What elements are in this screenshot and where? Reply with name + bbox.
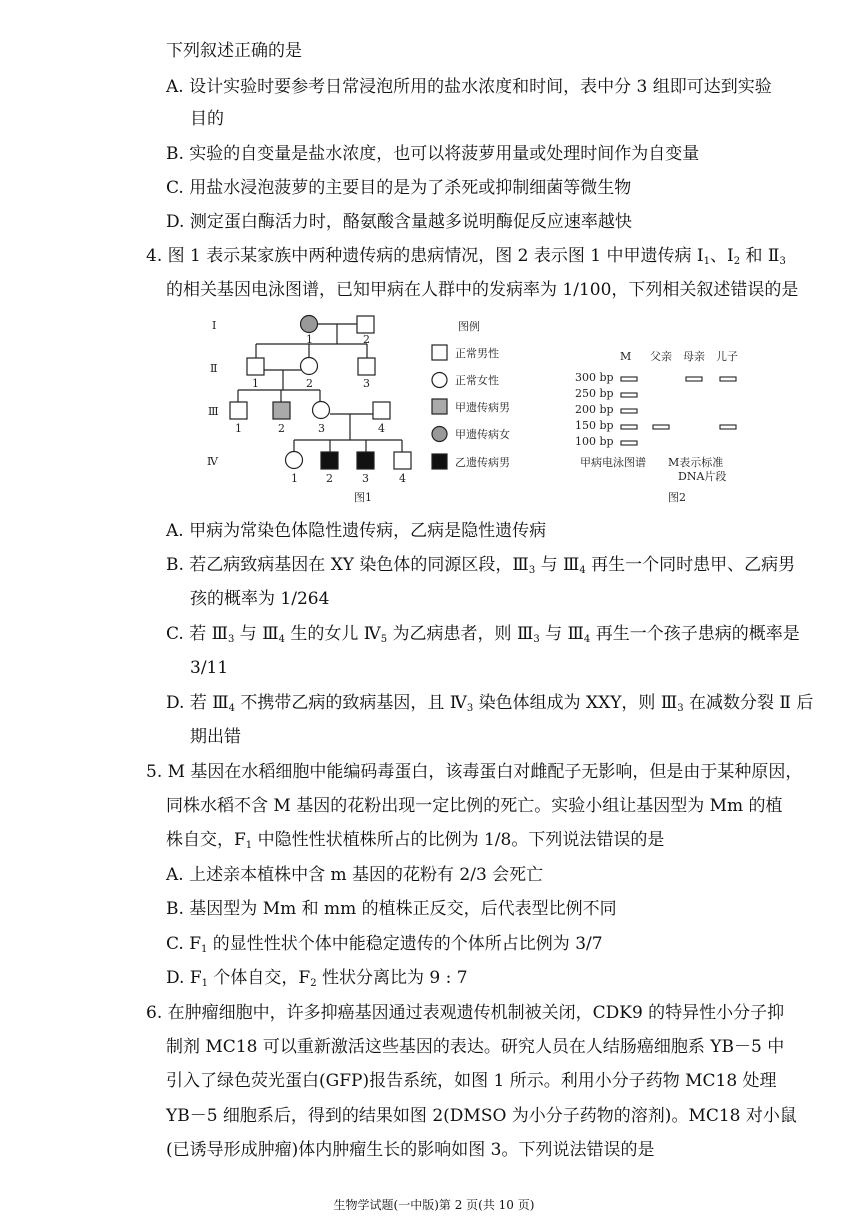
gel-band-100: 100 bp	[575, 435, 614, 448]
q4-option-d-line2: 期出错	[190, 727, 241, 747]
pedigree-I2-normal-male	[357, 316, 374, 333]
q4-option-d-line1: D. 若 $Ⅲ_4$ 不携带乙病的致病基因，且 $Ⅳ_3$ 染色体组成为 XXY，则 $Ⅲ_3$ 在减数分裂 Ⅱ 后	[166, 693, 814, 714]
pedigree-II3-normal-male	[358, 358, 375, 375]
band-M-250	[621, 393, 637, 397]
q3-option-c: C. 用盐水浸泡菠萝的主要目的是为了杀死或抑制细菌等微生物	[166, 178, 632, 198]
q5-option-c: C. $F_1$ 的显性性状个体中能稳定遗传的个体所占比例为 3/7	[166, 934, 603, 955]
band-son-150	[720, 425, 736, 429]
q5-stem-line3: 株自交，$F_1$ 中隐性性状植株所占的比例为 1/8。下列说法错误的是	[166, 830, 665, 851]
q4-option-b-line2: 孩的概率为 1/264	[190, 589, 330, 609]
q3-option-b: B. 实验的自变量是盐水浓度，也可以将菠萝用量或处理时间作为自变量	[166, 144, 700, 164]
figure2-caption: 图2	[668, 491, 686, 504]
num-I1: 1	[306, 333, 313, 346]
gel-note-right-1: M表示标准	[668, 456, 724, 469]
q3-option-a-line2: 目的	[190, 109, 224, 129]
gen-label-I: Ⅰ	[212, 319, 217, 332]
legend-normal-male: 正常男性	[455, 347, 499, 360]
gel-col-M: M	[620, 350, 632, 363]
num-III3: 3	[318, 422, 325, 435]
num-III4: 4	[378, 422, 385, 435]
gel-note-left: 甲病电泳图谱	[580, 456, 646, 469]
q3-option-d: D. 测定蛋白酶活力时，酪氨酸含量越多说明酶促反应速率越快	[166, 212, 632, 232]
pedigree-III3-normal-female	[313, 402, 330, 419]
pedigree-IV2-b-affected-male	[321, 452, 338, 469]
pedigree-I1-affected-female	[301, 316, 318, 333]
legend-normal-female-symbol	[432, 373, 447, 388]
q3-stem-tail: 下列叙述正确的是	[166, 41, 302, 61]
q4-option-a: A. 甲病为常染色体隐性遗传病，乙病是隐性遗传病	[166, 521, 547, 541]
q6-stem-line1: 6. 在肿瘤细胞中，许多抑癌基因通过表观遗传机制被关闭，CDK9 的特异性小分子抑	[146, 1003, 785, 1023]
band-M-150	[621, 425, 637, 429]
num-II3: 3	[363, 377, 370, 390]
legend-b-male: 乙遗传病男	[455, 456, 510, 469]
legend-b-male-symbol	[432, 454, 447, 469]
legend-a-female-symbol	[432, 427, 447, 442]
gel-band-150: 150 bp	[575, 419, 614, 432]
q4-option-c-line1: C. 若 $Ⅲ_3$ 与 $Ⅲ_4$ 生的女儿 $Ⅳ_5$ 为乙病患者，则 $Ⅲ_3$ 与 $Ⅲ_4$ 再生一个孩子患病的概率是	[166, 624, 800, 645]
gel-col-son: 儿子	[716, 350, 738, 363]
figure1-caption: 图1	[354, 491, 372, 504]
electrophoresis-figure	[572, 340, 792, 510]
q6-stem-line2: 制剂 MC18 可以重新激活这些基因的表达。研究人员在人结肠癌细胞系 YB－5 中	[166, 1037, 785, 1057]
num-IV4: 4	[399, 472, 406, 485]
pedigree-figure	[200, 310, 560, 510]
num-I2: 2	[363, 333, 370, 346]
legend-title: 图例	[458, 320, 480, 333]
band-M-300	[621, 377, 637, 381]
num-IV2: 2	[326, 472, 333, 485]
num-III2: 2	[278, 422, 285, 435]
legend-a-male-symbol	[432, 399, 447, 414]
q6-stem-line3: 引入了绿色荧光蛋白(GFP)报告系统，如图 1 所示。利用小分子药物 MC18 处理	[166, 1071, 777, 1091]
q5-option-a: A. 上述亲本植株中含 m 基因的花粉有 2/3 会死亡	[166, 865, 544, 885]
gel-col-father: 父亲	[650, 350, 672, 363]
num-IV3: 3	[362, 472, 369, 485]
pedigree-IV4-normal-male	[394, 452, 411, 469]
pedigree-II2-normal-female	[301, 358, 318, 375]
band-father-150	[653, 425, 669, 429]
legend-normal-female: 正常女性	[455, 374, 499, 387]
pedigree-IV1-normal-female	[286, 452, 303, 469]
gel-band-300: 300 bp	[575, 371, 614, 384]
q6-stem-line4: YB－5 细胞系后，得到的结果如图 2(DMSO 为小分子药物的溶剂)。MC18 对小鼠	[166, 1106, 797, 1126]
gel-col-mother: 母亲	[683, 350, 705, 363]
gel-note-right-2: DNA片段	[678, 470, 727, 483]
q4-option-b-line1: B. 若乙病致病基因在 XY 染色体的同源区段，$Ⅲ_3$ 与 $Ⅲ_4$ 再生一个同时患甲、乙病男	[166, 555, 796, 576]
page-footer: 生物学试题(一中版)第 2 页(共 10 页)	[333, 1198, 535, 1212]
q5-stem-line1: 5. M 基因在水稻细胞中能编码毒蛋白，该毒蛋白对雌配子无影响，但是由于某种原因，	[146, 762, 803, 782]
num-II1: 1	[252, 377, 259, 390]
num-II2: 2	[306, 377, 313, 390]
band-mother-300	[686, 377, 702, 381]
gel-band-250: 250 bp	[575, 387, 614, 400]
num-IV1: 1	[291, 472, 298, 485]
q4-stem-line2: 的相关基因电泳图谱，已知甲病在人群中的发病率为 1/100，下列相关叙述错误的是	[166, 280, 799, 300]
pedigree-III1-normal-male	[230, 402, 247, 419]
gen-label-IV: Ⅳ	[207, 455, 218, 468]
gel-band-200: 200 bp	[575, 403, 614, 416]
q5-option-b: B. 基因型为 Mm 和 mm 的植株正反交，后代表型比例不同	[166, 899, 617, 919]
band-M-100	[621, 441, 637, 445]
band-son-300	[720, 377, 736, 381]
q5-option-d: D. $F_1$ 个体自交，$F_2$ 性状分离比为 9 : 7	[166, 968, 468, 989]
band-M-200	[621, 409, 637, 413]
q4-stem-line1: 4. 图 1 表示某家族中两种遗传病的患病情况，图 2 表示图 1 中甲遗传病 $Ⅰ_1$、$Ⅰ_2$ 和 $Ⅱ_3$	[146, 246, 786, 267]
pedigree-IV3-b-affected-male	[357, 452, 374, 469]
pedigree-III4-normal-male	[373, 402, 390, 419]
num-III1: 1	[235, 422, 242, 435]
q5-stem-line2: 同株水稻不含 M 基因的花粉出现一定比例的死亡。实验小组让基因型为 Mm 的植	[166, 796, 783, 816]
pedigree-III2-affected-male	[273, 402, 290, 419]
gen-label-II: Ⅱ	[210, 362, 218, 375]
q6-stem-line5: (已诱导形成肿瘤)体内肿瘤生长的影响如图 3。下列说法错误的是	[166, 1140, 655, 1160]
gen-label-III: Ⅲ	[208, 405, 219, 418]
legend-normal-male-symbol	[432, 345, 447, 360]
legend-a-male: 甲遗传病男	[455, 401, 510, 414]
q3-option-a-line1: A. 设计实验时要参考日常浸泡所用的盐水浓度和时间，表中分 3 组即可达到实验	[166, 77, 772, 97]
pedigree-II1-normal-male	[247, 358, 264, 375]
q4-option-c-line2: 3/11	[190, 658, 229, 678]
legend-a-female: 甲遗传病女	[455, 428, 510, 441]
